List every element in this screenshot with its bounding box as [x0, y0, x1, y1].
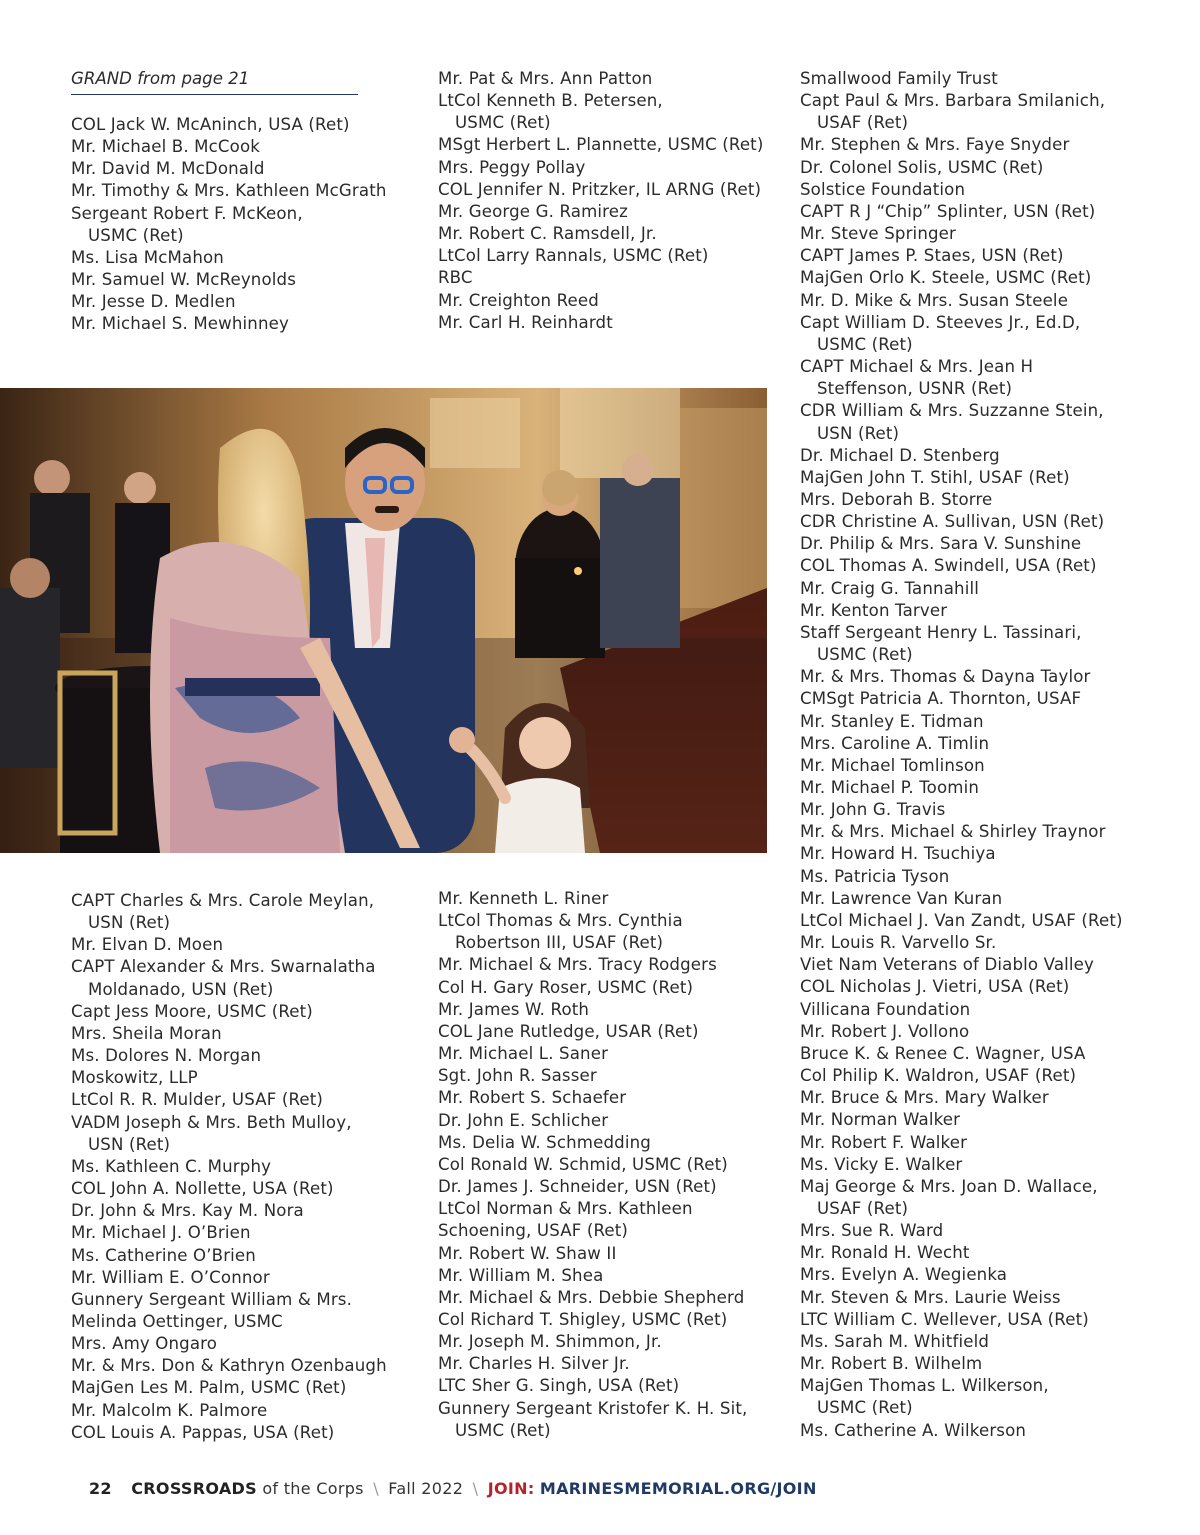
donor-name: Mr. Carl H. Reinhardt: [438, 312, 613, 332]
donor-name: Ms. Patricia Tyson: [800, 866, 950, 886]
donor-name: Mr. Michael & Mrs. Tracy Rodgers: [438, 955, 717, 975]
donor-name: Mr. Howard H. Tsuchiya: [800, 844, 996, 864]
donor-name: Moskowitz, LLP: [71, 1068, 198, 1088]
donor-name: LTC William C. Wellever, USA (Ret): [800, 1309, 1089, 1329]
donor-name: Mr. Pat & Mrs. Ann Patton: [438, 69, 653, 88]
donor-name: USN (Ret): [88, 1134, 171, 1154]
donor-name: Mr. Stanley E. Tidman: [800, 711, 984, 731]
donor-name: CAPT R J “Chip” Splinter, USN (Ret): [800, 201, 1096, 221]
donor-name: COL John A. Nollette, USA (Ret): [71, 1179, 334, 1199]
donor-name: USAF (Ret): [817, 1198, 909, 1218]
donor-name: MajGen Thomas L. Wilkerson,: [800, 1376, 1049, 1396]
donor-name: Mr. Norman Walker: [800, 1110, 961, 1130]
donor-name: Mr. Steve Springer: [800, 224, 956, 244]
donor-name: Mr. Creighton Reed: [438, 290, 599, 310]
donor-name: Col Ronald W. Schmid, USMC (Ret): [438, 1154, 728, 1174]
donor-name: Mr. David M. McDonald: [71, 159, 265, 179]
donor-name: USN (Ret): [88, 913, 171, 933]
donor-name: Mr. Joseph M. Shimmon, Jr.: [438, 1332, 662, 1352]
donor-name: Mr. Charles H. Silver Jr.: [438, 1354, 630, 1374]
donor-name: COL Nicholas J. Vietri, USA (Ret): [800, 977, 1070, 997]
donor-name: Steffenson, USNR (Ret): [817, 379, 1013, 399]
donor-name: MajGen Les M. Palm, USMC (Ret): [71, 1378, 347, 1398]
donor-name: Mr. Robert S. Schaefer: [438, 1088, 627, 1108]
donor-name: MajGen John T. Stihl, USAF (Ret): [800, 467, 1070, 487]
donor-name: USMC (Ret): [455, 113, 551, 133]
donor-name: LtCol Norman & Mrs. Kathleen: [438, 1199, 693, 1219]
donor-list-col3: [800, 68, 1123, 1442]
donor-list-col2-top: [438, 68, 763, 334]
donor-name: LtCol Thomas & Mrs. Cynthia: [438, 911, 683, 931]
donor-name: Mr. & Mrs. Thomas & Dayna Taylor: [800, 667, 1091, 687]
donor-name: Mr. Michael & Mrs. Debbie Shepherd: [438, 1287, 745, 1307]
donor-name: Mrs. Peggy Pollay: [438, 157, 586, 177]
donor-name: Mr. Elvan D. Moen: [71, 935, 224, 955]
donor-name: MajGen Orlo K. Steele, USMC (Ret): [800, 268, 1092, 288]
donor-name: Mrs. Sue R. Ward: [800, 1221, 944, 1241]
donor-name: Ms. Lisa McMahon: [71, 247, 224, 267]
donor-name: Sgt. John R. Sasser: [438, 1066, 597, 1086]
donor-name: Mr. James W. Roth: [438, 999, 590, 1019]
donor-name: COL Jack W. McAninch, USA (Ret): [71, 115, 350, 134]
magazine-subtitle: of the Corps: [262, 1479, 364, 1498]
donor-name: Staff Sergeant Henry L. Tassinari,: [800, 622, 1082, 642]
donor-name: LtCol Larry Rannals, USMC (Ret): [438, 246, 709, 266]
issue-label: Fall 2022: [388, 1479, 464, 1498]
separator: \: [373, 1479, 379, 1498]
donor-name: Mr. William M. Shea: [438, 1265, 604, 1285]
donor-name: Schoening, USAF (Ret): [438, 1221, 629, 1241]
donor-name: Ms. Vicky E. Walker: [800, 1154, 963, 1174]
donor-name: Dr. Philip & Mrs. Sara V. Sunshine: [800, 534, 1082, 554]
donor-name: Dr. John & Mrs. Kay M. Nora: [71, 1201, 304, 1221]
donor-name: Mr. John G. Travis: [800, 800, 946, 820]
event-photo: [0, 388, 767, 853]
donor-name: Ms. Dolores N. Morgan: [71, 1046, 262, 1066]
donor-name: Mr. Robert B. Wilhelm: [800, 1354, 983, 1374]
donor-name: CDR William & Mrs. Suzzanne Stein,: [800, 401, 1104, 421]
donor-name: Mr. Lawrence Van Kuran: [800, 888, 1003, 908]
donor-name: Capt Jess Moore, USMC (Ret): [71, 1001, 313, 1021]
donor-name: Mr. Michael Tomlinson: [800, 755, 985, 775]
donor-list-col1-top: [71, 114, 387, 336]
donor-name: Mrs. Sheila Moran: [71, 1023, 222, 1043]
donor-name: Viet Nam Veterans of Diablo Valley: [800, 955, 1094, 975]
donor-name: Mr. Kenneth L. Riner: [438, 889, 609, 908]
donor-name: Mr. Timothy & Mrs. Kathleen McGrath: [71, 181, 387, 201]
donor-name: Mr. Samuel W. McReynolds: [71, 270, 297, 290]
donor-name: Dr. Michael D. Stenberg: [800, 445, 1000, 465]
donor-name: Mr. Louis R. Varvello Sr.: [800, 933, 997, 953]
separator: \: [472, 1479, 479, 1498]
donor-name: Mrs. Evelyn A. Wegienka: [800, 1265, 1008, 1285]
donor-name: Maj George & Mrs. Joan D. Wallace,: [800, 1176, 1098, 1196]
donor-name: Ms. Catherine A. Wilkerson: [800, 1420, 1027, 1440]
donor-name: Mr. George G. Ramirez: [438, 201, 628, 221]
donor-name: Mr. D. Mike & Mrs. Susan Steele: [800, 290, 1069, 310]
donor-name: Mr. Michael P. Toomin: [800, 778, 980, 797]
join-url-link[interactable]: MARINESMEMORIAL.ORG/JOIN: [539, 1479, 817, 1498]
donor-name: Mr. & Mrs. Michael & Shirley Traynor: [800, 822, 1106, 842]
donor-name: Mr. Craig G. Tannahill: [800, 578, 979, 598]
donor-name: USAF (Ret): [817, 113, 909, 133]
donor-name: Mr. Bruce & Mrs. Mary Walker: [800, 1088, 1049, 1108]
donor-name: Mr. Robert J. Vollono: [800, 1021, 970, 1041]
donor-name: COL Thomas A. Swindell, USA (Ret): [800, 556, 1097, 576]
donor-name: Mr. Jesse D. Medlen: [71, 292, 236, 312]
donor-name: LtCol Kenneth B. Petersen,: [438, 91, 663, 111]
donor-name: Solstice Foundation: [800, 179, 966, 199]
donor-name: USMC (Ret): [455, 1420, 551, 1440]
donor-name: Ms. Delia W. Schmedding: [438, 1132, 651, 1152]
donor-name: Bruce K. & Renee C. Wagner, USA: [800, 1043, 1086, 1063]
donor-name: COL Louis A. Pappas, USA (Ret): [71, 1422, 335, 1442]
donor-name: USMC (Ret): [817, 334, 913, 354]
donor-name: USMC (Ret): [88, 225, 184, 245]
donor-name: Melinda Oettinger, USMC: [71, 1311, 283, 1331]
donor-name: Mr. Michael B. McCook: [71, 137, 261, 157]
donor-name: VADM Joseph & Mrs. Beth Mulloy,: [71, 1112, 352, 1132]
donor-name: Mr. Ronald H. Wecht: [800, 1243, 970, 1263]
donor-name: Villicana Foundation: [800, 999, 971, 1019]
donor-name: CMSgt Patricia A. Thornton, USAF: [800, 689, 1082, 709]
page-footer: [89, 1478, 817, 1500]
donor-name: USMC (Ret): [817, 1398, 913, 1418]
donor-name: Gunnery Sergeant William & Mrs.: [71, 1289, 353, 1309]
donor-name: USN (Ret): [817, 423, 900, 443]
donor-name: Mr. Stephen & Mrs. Faye Snyder: [800, 135, 1070, 155]
donor-name: Mr. & Mrs. Don & Kathryn Ozenbaugh: [71, 1356, 387, 1376]
donor-name: Mr. Michael J. O’Brien: [71, 1223, 251, 1243]
donor-name: Mr. Robert F. Walker: [800, 1132, 968, 1152]
donor-name: LtCol R. R. Mulder, USAF (Ret): [71, 1090, 324, 1110]
donor-name: Col Philip K. Waldron, USAF (Ret): [800, 1066, 1077, 1086]
donor-name: CDR Christine A. Sullivan, USN (Ret): [800, 512, 1105, 532]
join-label: JOIN:: [487, 1479, 535, 1498]
donor-name: RBC: [438, 268, 473, 288]
donor-name: CAPT James P. Staes, USN (Ret): [800, 246, 1064, 266]
donor-name: LtCol Michael J. Van Zandt, USAF (Ret): [800, 910, 1123, 930]
donor-name: Mr. Steven & Mrs. Laurie Weiss: [800, 1287, 1061, 1307]
donor-name: Capt Paul & Mrs. Barbara Smilanich,: [800, 91, 1106, 111]
page-number: 22: [89, 1479, 112, 1498]
donor-name: Mrs. Amy Ongaro: [71, 1334, 218, 1354]
donor-name: Smallwood Family Trust: [800, 69, 998, 88]
donor-name: Mrs. Deborah B. Storre: [800, 489, 993, 509]
donor-name: USMC (Ret): [817, 645, 913, 665]
donor-name: Mrs. Caroline A. Timlin: [800, 733, 990, 753]
donor-name: Mr. Malcolm K. Palmore: [71, 1400, 268, 1420]
donor-name: Dr. Colonel Solis, USMC (Ret): [800, 157, 1044, 177]
donor-name: Mr. Kenton Tarver: [800, 600, 948, 620]
donor-name: CAPT Charles & Mrs. Carole Meylan,: [71, 891, 375, 910]
donor-name: Mr. Michael S. Mewhinney: [71, 314, 289, 334]
donor-name: MSgt Herbert L. Plannette, USMC (Ret): [438, 135, 764, 155]
donor-name: Capt William D. Steeves Jr., Ed.D,: [800, 312, 1081, 332]
donor-name: Robertson III, USAF (Ret): [455, 933, 664, 953]
donor-name: CAPT Alexander & Mrs. Swarnalatha: [71, 957, 376, 977]
magazine-name: CROSSROADS: [131, 1479, 257, 1498]
donor-list-col2-bottom: [438, 888, 747, 1442]
donor-name: Mr. Robert C. Ramsdell, Jr.: [438, 224, 657, 244]
donor-name: CAPT Michael & Mrs. Jean H: [800, 357, 1034, 377]
donor-name: Gunnery Sergeant Kristofer K. H. Sit,: [438, 1398, 748, 1418]
donor-name: Dr. James J. Schneider, USN (Ret): [438, 1177, 717, 1197]
donor-name: Mr. William E. O’Connor: [71, 1267, 270, 1287]
donor-name: Dr. John E. Schlicher: [438, 1110, 609, 1130]
continued-from-label: GRAND from page 21: [71, 68, 358, 95]
donor-name: Ms. Kathleen C. Murphy: [71, 1156, 272, 1176]
donor-name: Ms. Sarah M. Whitfield: [800, 1331, 990, 1351]
donor-name: Moldanado, USN (Ret): [88, 979, 274, 999]
donor-name: COL Jennifer N. Pritzker, IL ARNG (Ret): [438, 179, 762, 199]
donor-name: Ms. Catherine O’Brien: [71, 1245, 256, 1265]
donor-name: LTC Sher G. Singh, USA (Ret): [438, 1376, 680, 1396]
donor-name: Mr. Robert W. Shaw II: [438, 1243, 617, 1263]
donor-name: COL Jane Rutledge, USAR (Ret): [438, 1021, 699, 1041]
donor-name: Mr. Michael L. Saner: [438, 1044, 609, 1064]
donor-name: Col H. Gary Roser, USMC (Ret): [438, 977, 694, 997]
donor-name: Col Richard T. Shigley, USMC (Ret): [438, 1309, 728, 1329]
donor-name: Sergeant Robert F. McKeon,: [71, 203, 303, 223]
donor-list-col1-bottom: [71, 890, 387, 1444]
